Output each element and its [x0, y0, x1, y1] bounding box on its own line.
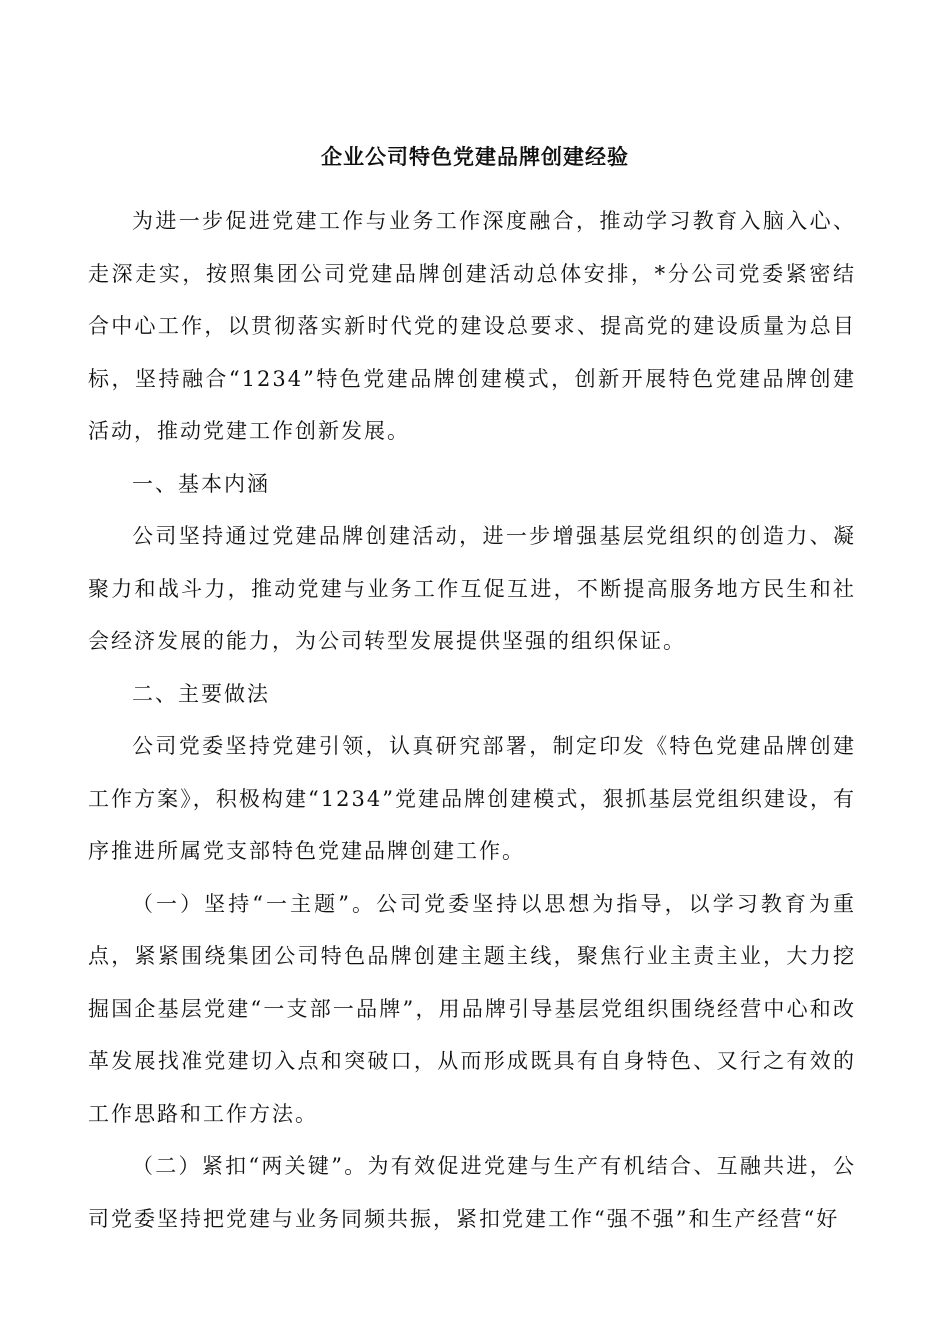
intro-paragraph: 为进一步促进党建工作与业务工作深度融合，推动学习教育入脑入心、走深走实，按照集团公司党建品牌创建活动总体安排，*分公司党委紧密结合中心工作，以贯彻落实新时代党的建设总要求、提高党的建设质量为总目标，坚持融合“1234”特色党建品牌创建模式，创新开展特色党建品牌创建活动，推动党建工作创新发展。: [88, 209, 856, 443]
section-heading-basic-connotation: 一、基本内涵: [132, 471, 270, 496]
practice-item-two-keys: （二）紧扣“两关键”。为有效促进党建与生产有机结合、互融共进，公司党委坚持把党建与业务同频共振，紧扣党建工作“强不强”和生产经营“好: [88, 1154, 856, 1231]
basic-connotation-paragraph: 公司坚持通过党建品牌创建活动，进一步增强基层党组织的创造力、凝聚力和战斗力，推动党建与业务工作互促互进，不断提高服务地方民生和社会经济发展的能力，为公司转型发展提供坚强的组织保证。: [88, 524, 856, 653]
main-practices-paragraph: 公司党委坚持党建引领，认真研究部署，制定印发《特色党建品牌创建工作方案》，积极构建“1234”党建品牌创建模式，狠抓基层党组织建设，有序推进所属党支部特色党建品牌创建工作。: [88, 734, 856, 863]
section-heading-main-practices: 二、主要做法: [132, 681, 270, 706]
document-title: 企业公司特色党建品牌创建经验: [321, 144, 629, 169]
document-body: [88, 195, 856, 1245]
practice-item-one-theme: （一）坚持“一主题”。公司党委坚持以思想为指导，以学习教育为重点，紧紧围绕集团公司特色品牌创建主题主线，聚焦行业主责主业，大力挖掘国企基层党建“一支部一品牌”，用品牌引导基层党组织围绕经营中心和改革发展找准党建切入点和突破口，从而形成既具有自身特色、又行之有效的工作思路和工作方法。: [88, 891, 856, 1126]
